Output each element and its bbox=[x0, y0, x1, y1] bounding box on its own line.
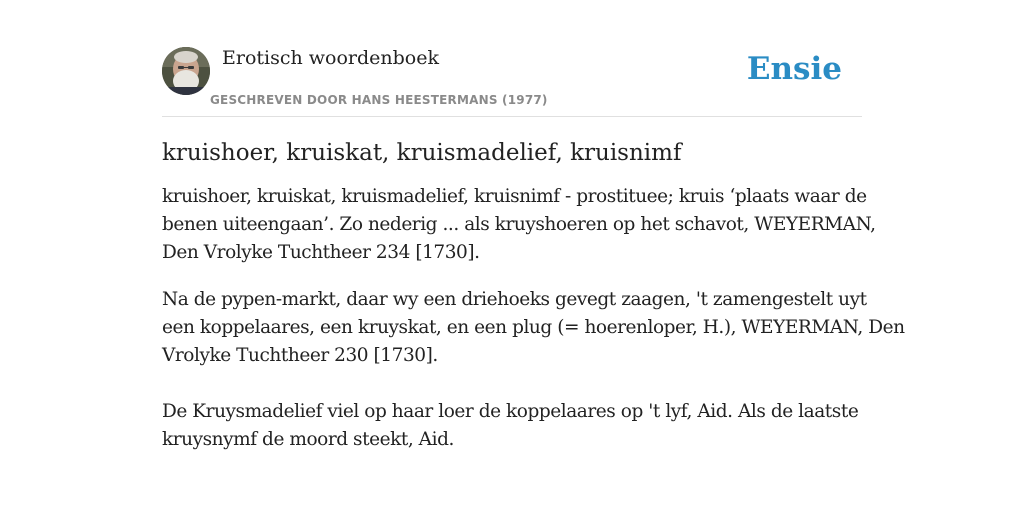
author-byline: GESCHREVEN DOOR HANS HEESTERMANS (1977) bbox=[210, 93, 548, 107]
definition-paragraph bbox=[162, 286, 905, 370]
definition-paragraph bbox=[162, 183, 876, 267]
definition-line: kruysnymf de moord steekt, Aid. bbox=[162, 429, 454, 450]
ensie-logo-link[interactable]: Ensie bbox=[746, 51, 842, 87]
book-title[interactable]: Erotisch woordenboek bbox=[222, 47, 439, 69]
entry-title: kruishoer, kruiskat, kruismadelief, kruisnimf bbox=[162, 140, 682, 166]
definition-paragraph bbox=[162, 398, 862, 454]
entry-card bbox=[162, 44, 905, 454]
definition-line: Den Vrolyke Tuchtheer 234 [1730]. bbox=[162, 242, 480, 263]
definition-line: Na de pypen-markt, daar wy een driehoeks gevegt zaagen, 't zamengestelt uyt bbox=[162, 289, 867, 310]
entry-definition bbox=[162, 183, 905, 454]
author-avatar-icon bbox=[162, 47, 210, 95]
definition-line: kruishoer, kruiskat, kruismadelief, kruisnimf - prostituee; kruis ‘plaats waar de bbox=[162, 186, 867, 207]
definition-line: benen uiteengaan’. Zo nederig ... als kruyshoeren op het schavot, WEYERMAN, bbox=[162, 214, 876, 235]
author-avatar[interactable] bbox=[162, 47, 210, 95]
definition-line: Vrolyke Tuchtheer 230 [1730]. bbox=[162, 345, 438, 366]
definition-line: een koppelaares, een kruyskat, en een plug (= hoerenloper, H.), WEYERMAN, Den bbox=[162, 317, 905, 338]
book-header bbox=[162, 44, 862, 117]
paragraph-spacer bbox=[162, 370, 862, 398]
definition-line: De Kruysmadelief viel op haar loer de koppelaares op 't lyf, Aid. Als de laatste bbox=[162, 401, 859, 422]
